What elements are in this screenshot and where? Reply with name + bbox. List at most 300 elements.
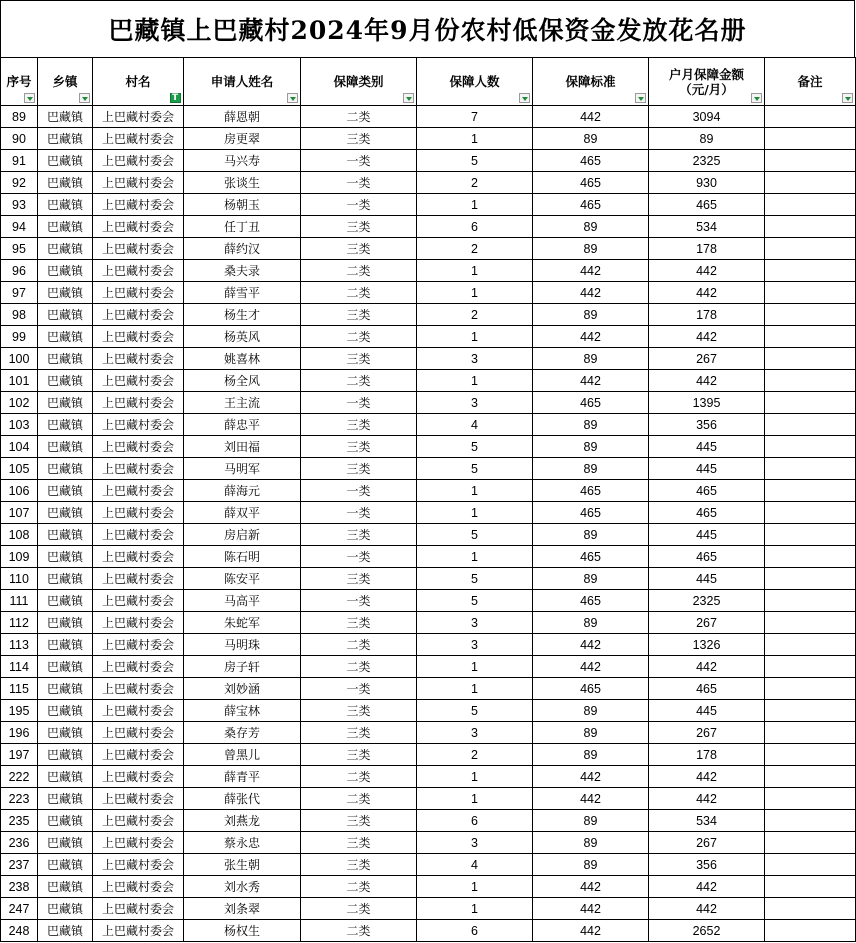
col-standard-cell[interactable]: 89 — [533, 436, 649, 458]
col-township-cell[interactable]: 巴藏镇 — [38, 854, 93, 876]
col-monthly-amount-cell[interactable]: 465 — [649, 546, 765, 568]
col-category-cell[interactable]: 二类 — [301, 370, 417, 392]
col-category-cell[interactable]: 二类 — [301, 876, 417, 898]
col-applicant-cell[interactable]: 杨生才 — [184, 304, 301, 326]
col-standard-cell[interactable]: 465 — [533, 172, 649, 194]
col-persons-cell[interactable]: 2 — [417, 744, 533, 766]
col-standard-cell[interactable]: 89 — [533, 568, 649, 590]
col-village-cell[interactable]: 上巴藏村委会 — [93, 502, 184, 524]
col-index-cell[interactable]: 114 — [1, 656, 38, 678]
col-index-cell[interactable]: 115 — [1, 678, 38, 700]
col-applicant-cell[interactable]: 薛恩朝 — [184, 106, 301, 128]
col-remarks-cell[interactable] — [765, 304, 856, 326]
col-persons-cell[interactable]: 5 — [417, 590, 533, 612]
col-township-cell[interactable]: 巴藏镇 — [38, 172, 93, 194]
col-monthly-amount-cell[interactable]: 445 — [649, 458, 765, 480]
col-remarks-cell[interactable] — [765, 326, 856, 348]
col-applicant-cell[interactable]: 张谈生 — [184, 172, 301, 194]
col-monthly-amount-cell[interactable]: 465 — [649, 480, 765, 502]
col-remarks-cell[interactable] — [765, 876, 856, 898]
col-index-cell[interactable]: 92 — [1, 172, 38, 194]
col-monthly-amount-cell[interactable]: 178 — [649, 304, 765, 326]
col-index-cell[interactable]: 112 — [1, 612, 38, 634]
col-township-cell[interactable]: 巴藏镇 — [38, 656, 93, 678]
col-category-cell[interactable]: 二类 — [301, 634, 417, 656]
col-remarks-cell[interactable] — [765, 172, 856, 194]
col-index-cell[interactable]: 97 — [1, 282, 38, 304]
col-category-cell[interactable]: 二类 — [301, 766, 417, 788]
col-index-cell[interactable]: 236 — [1, 832, 38, 854]
col-applicant-cell[interactable]: 陈石明 — [184, 546, 301, 568]
col-monthly-amount-cell[interactable]: 1326 — [649, 634, 765, 656]
col-remarks-cell[interactable] — [765, 832, 856, 854]
filter-dropdown-icon[interactable] — [519, 93, 530, 103]
col-applicant-cell[interactable]: 陈安平 — [184, 568, 301, 590]
col-remarks-cell[interactable] — [765, 788, 856, 810]
col-category-cell[interactable]: 三类 — [301, 436, 417, 458]
col-category-cell[interactable]: 三类 — [301, 304, 417, 326]
filter-dropdown-icon[interactable] — [403, 93, 414, 103]
col-category-cell[interactable]: 二类 — [301, 656, 417, 678]
col-index-cell[interactable]: 109 — [1, 546, 38, 568]
col-index-cell[interactable]: 104 — [1, 436, 38, 458]
col-remarks-cell[interactable] — [765, 282, 856, 304]
col-remarks-cell[interactable] — [765, 634, 856, 656]
col-index-cell[interactable]: 101 — [1, 370, 38, 392]
col-monthly-amount-cell[interactable]: 267 — [649, 348, 765, 370]
col-village-cell[interactable]: 上巴藏村委会 — [93, 106, 184, 128]
col-standard-cell[interactable]: 442 — [533, 634, 649, 656]
col-village-cell[interactable]: 上巴藏村委会 — [93, 590, 184, 612]
filter-dropdown-icon[interactable] — [24, 93, 35, 103]
col-village-cell[interactable]: 上巴藏村委会 — [93, 788, 184, 810]
col-persons-cell[interactable]: 1 — [417, 282, 533, 304]
col-applicant-cell[interactable]: 薛约汉 — [184, 238, 301, 260]
col-standard-cell[interactable]: 89 — [533, 744, 649, 766]
col-standard-cell[interactable]: 465 — [533, 502, 649, 524]
col-persons-cell[interactable]: 1 — [417, 788, 533, 810]
col-village-cell[interactable]: 上巴藏村委会 — [93, 854, 184, 876]
col-monthly-amount-cell[interactable]: 442 — [649, 766, 765, 788]
col-applicant-cell[interactable]: 任丁丑 — [184, 216, 301, 238]
col-persons-cell[interactable]: 3 — [417, 612, 533, 634]
col-applicant-cell[interactable]: 杨权生 — [184, 920, 301, 942]
col-category-cell[interactable]: 二类 — [301, 898, 417, 920]
col-township-cell[interactable]: 巴藏镇 — [38, 304, 93, 326]
col-remarks-cell[interactable] — [765, 612, 856, 634]
col-index-cell[interactable]: 235 — [1, 810, 38, 832]
col-township-cell[interactable]: 巴藏镇 — [38, 700, 93, 722]
col-standard-cell[interactable]: 442 — [533, 766, 649, 788]
col-category-cell[interactable]: 三类 — [301, 414, 417, 436]
col-village-cell[interactable]: 上巴藏村委会 — [93, 678, 184, 700]
col-index-cell[interactable]: 108 — [1, 524, 38, 546]
col-village-cell[interactable]: 上巴藏村委会 — [93, 700, 184, 722]
col-monthly-amount-cell[interactable]: 445 — [649, 436, 765, 458]
col-category-cell[interactable]: 一类 — [301, 194, 417, 216]
col-index-cell[interactable]: 96 — [1, 260, 38, 282]
col-township-cell[interactable]: 巴藏镇 — [38, 876, 93, 898]
col-index-cell[interactable]: 89 — [1, 106, 38, 128]
col-index-cell[interactable]: 106 — [1, 480, 38, 502]
col-category-cell[interactable]: 三类 — [301, 128, 417, 150]
col-monthly-amount-cell[interactable]: 442 — [649, 656, 765, 678]
col-persons-cell[interactable]: 2 — [417, 304, 533, 326]
filter-dropdown-icon[interactable] — [635, 93, 646, 103]
col-standard-cell[interactable]: 465 — [533, 546, 649, 568]
col-monthly-amount-cell[interactable]: 442 — [649, 898, 765, 920]
col-persons-cell[interactable]: 1 — [417, 502, 533, 524]
filter-dropdown-icon[interactable] — [842, 93, 853, 103]
col-category-cell[interactable]: 三类 — [301, 854, 417, 876]
col-category-cell[interactable]: 一类 — [301, 502, 417, 524]
col-township-cell[interactable]: 巴藏镇 — [38, 414, 93, 436]
col-standard-cell[interactable]: 465 — [533, 480, 649, 502]
col-village-cell[interactable]: 上巴藏村委会 — [93, 238, 184, 260]
col-monthly-amount-cell[interactable]: 442 — [649, 326, 765, 348]
col-standard-cell[interactable]: 89 — [533, 854, 649, 876]
col-index-cell[interactable]: 195 — [1, 700, 38, 722]
col-index-cell[interactable]: 102 — [1, 392, 38, 414]
col-standard-cell[interactable]: 89 — [533, 810, 649, 832]
col-category-cell[interactable]: 三类 — [301, 238, 417, 260]
col-township-cell[interactable]: 巴藏镇 — [38, 920, 93, 942]
col-remarks-cell[interactable] — [765, 700, 856, 722]
col-persons-cell[interactable]: 6 — [417, 216, 533, 238]
col-remarks-cell[interactable] — [765, 414, 856, 436]
col-village-cell[interactable]: 上巴藏村委会 — [93, 634, 184, 656]
col-index-cell[interactable]: 105 — [1, 458, 38, 480]
col-monthly-amount-cell[interactable]: 2325 — [649, 150, 765, 172]
col-applicant-cell[interactable]: 杨英风 — [184, 326, 301, 348]
col-standard-cell[interactable]: 465 — [533, 150, 649, 172]
col-township-cell[interactable]: 巴藏镇 — [38, 546, 93, 568]
col-persons-cell[interactable]: 7 — [417, 106, 533, 128]
col-village-cell[interactable]: 上巴藏村委会 — [93, 370, 184, 392]
col-category-cell[interactable]: 一类 — [301, 678, 417, 700]
col-standard-cell[interactable]: 442 — [533, 370, 649, 392]
col-remarks-cell[interactable] — [765, 568, 856, 590]
col-applicant-cell[interactable]: 桑夫录 — [184, 260, 301, 282]
col-index-cell[interactable]: 223 — [1, 788, 38, 810]
col-township-cell[interactable]: 巴藏镇 — [38, 898, 93, 920]
col-remarks-cell[interactable] — [765, 898, 856, 920]
col-township-cell[interactable]: 巴藏镇 — [38, 722, 93, 744]
col-applicant-cell[interactable]: 薛张代 — [184, 788, 301, 810]
col-standard-cell[interactable]: 89 — [533, 216, 649, 238]
col-remarks-cell[interactable] — [765, 480, 856, 502]
col-village-cell[interactable]: 上巴藏村委会 — [93, 128, 184, 150]
col-applicant-cell[interactable]: 杨朝玉 — [184, 194, 301, 216]
col-monthly-amount-cell[interactable]: 3094 — [649, 106, 765, 128]
col-standard-cell[interactable]: 442 — [533, 898, 649, 920]
col-persons-cell[interactable]: 4 — [417, 854, 533, 876]
col-remarks-cell[interactable] — [765, 810, 856, 832]
col-applicant-cell[interactable]: 马兴寿 — [184, 150, 301, 172]
col-persons-cell[interactable]: 2 — [417, 238, 533, 260]
col-standard-cell[interactable]: 465 — [533, 194, 649, 216]
col-standard-cell[interactable]: 442 — [533, 326, 649, 348]
col-monthly-amount-cell[interactable]: 465 — [649, 678, 765, 700]
col-monthly-amount-cell[interactable]: 442 — [649, 370, 765, 392]
col-standard-cell[interactable]: 89 — [533, 348, 649, 370]
col-township-cell[interactable]: 巴藏镇 — [38, 524, 93, 546]
col-village-cell[interactable]: 上巴藏村委会 — [93, 766, 184, 788]
col-category-cell[interactable]: 三类 — [301, 810, 417, 832]
col-remarks-cell[interactable] — [765, 150, 856, 172]
col-township-cell[interactable]: 巴藏镇 — [38, 678, 93, 700]
col-persons-cell[interactable]: 3 — [417, 392, 533, 414]
col-remarks-cell[interactable] — [765, 590, 856, 612]
col-standard-cell[interactable]: 465 — [533, 392, 649, 414]
col-applicant-cell[interactable]: 桑存芳 — [184, 722, 301, 744]
col-persons-cell[interactable]: 4 — [417, 414, 533, 436]
col-applicant-cell[interactable]: 薛青平 — [184, 766, 301, 788]
col-village-cell[interactable]: 上巴藏村委会 — [93, 656, 184, 678]
col-category-cell[interactable]: 二类 — [301, 788, 417, 810]
col-monthly-amount-cell[interactable]: 534 — [649, 810, 765, 832]
col-remarks-cell[interactable] — [765, 106, 856, 128]
col-village-cell[interactable]: 上巴藏村委会 — [93, 348, 184, 370]
col-monthly-amount-cell[interactable]: 356 — [649, 854, 765, 876]
col-category-cell[interactable]: 一类 — [301, 590, 417, 612]
col-applicant-cell[interactable]: 曾黑儿 — [184, 744, 301, 766]
col-persons-cell[interactable]: 6 — [417, 810, 533, 832]
col-village-cell[interactable]: 上巴藏村委会 — [93, 920, 184, 942]
col-persons-cell[interactable]: 6 — [417, 920, 533, 942]
col-standard-cell[interactable]: 465 — [533, 590, 649, 612]
col-township-cell[interactable]: 巴藏镇 — [38, 612, 93, 634]
col-category-cell[interactable]: 二类 — [301, 920, 417, 942]
col-township-cell[interactable]: 巴藏镇 — [38, 128, 93, 150]
col-township-cell[interactable]: 巴藏镇 — [38, 810, 93, 832]
col-village-cell[interactable]: 上巴藏村委会 — [93, 304, 184, 326]
col-remarks-cell[interactable] — [765, 128, 856, 150]
col-applicant-cell[interactable]: 马明军 — [184, 458, 301, 480]
col-applicant-cell[interactable]: 薛双平 — [184, 502, 301, 524]
col-index-cell[interactable]: 247 — [1, 898, 38, 920]
col-monthly-amount-cell[interactable]: 465 — [649, 502, 765, 524]
col-persons-cell[interactable]: 1 — [417, 766, 533, 788]
col-township-cell[interactable]: 巴藏镇 — [38, 370, 93, 392]
col-township-cell[interactable]: 巴藏镇 — [38, 326, 93, 348]
col-standard-cell[interactable]: 442 — [533, 282, 649, 304]
col-township-cell[interactable]: 巴藏镇 — [38, 634, 93, 656]
col-standard-cell[interactable]: 442 — [533, 876, 649, 898]
col-category-cell[interactable]: 二类 — [301, 282, 417, 304]
col-monthly-amount-cell[interactable]: 356 — [649, 414, 765, 436]
filter-dropdown-icon[interactable] — [287, 93, 298, 103]
col-township-cell[interactable]: 巴藏镇 — [38, 238, 93, 260]
col-persons-cell[interactable]: 1 — [417, 370, 533, 392]
col-persons-cell[interactable]: 2 — [417, 172, 533, 194]
col-persons-cell[interactable]: 5 — [417, 700, 533, 722]
col-persons-cell[interactable]: 1 — [417, 260, 533, 282]
col-monthly-amount-cell[interactable]: 178 — [649, 238, 765, 260]
col-applicant-cell[interactable]: 刘水秀 — [184, 876, 301, 898]
col-monthly-amount-cell[interactable]: 465 — [649, 194, 765, 216]
col-applicant-cell[interactable]: 姚喜林 — [184, 348, 301, 370]
col-applicant-cell[interactable]: 马高平 — [184, 590, 301, 612]
col-village-cell[interactable]: 上巴藏村委会 — [93, 436, 184, 458]
col-persons-cell[interactable]: 1 — [417, 876, 533, 898]
col-remarks-cell[interactable] — [765, 920, 856, 942]
col-index-cell[interactable]: 98 — [1, 304, 38, 326]
col-category-cell[interactable]: 一类 — [301, 172, 417, 194]
col-remarks-cell[interactable] — [765, 194, 856, 216]
col-category-cell[interactable]: 三类 — [301, 832, 417, 854]
col-township-cell[interactable]: 巴藏镇 — [38, 590, 93, 612]
col-standard-cell[interactable]: 89 — [533, 832, 649, 854]
col-village-cell[interactable]: 上巴藏村委会 — [93, 282, 184, 304]
col-township-cell[interactable]: 巴藏镇 — [38, 392, 93, 414]
col-monthly-amount-cell[interactable]: 445 — [649, 524, 765, 546]
col-category-cell[interactable]: 二类 — [301, 260, 417, 282]
col-standard-cell[interactable]: 89 — [533, 722, 649, 744]
col-monthly-amount-cell[interactable]: 2652 — [649, 920, 765, 942]
col-applicant-cell[interactable]: 杨全风 — [184, 370, 301, 392]
col-village-cell[interactable]: 上巴藏村委会 — [93, 392, 184, 414]
col-remarks-cell[interactable] — [765, 436, 856, 458]
col-persons-cell[interactable]: 3 — [417, 722, 533, 744]
filter-dropdown-icon[interactable] — [751, 93, 762, 103]
col-persons-cell[interactable]: 5 — [417, 458, 533, 480]
col-index-cell[interactable]: 113 — [1, 634, 38, 656]
col-applicant-cell[interactable]: 房子轩 — [184, 656, 301, 678]
col-village-cell[interactable]: 上巴藏村委会 — [93, 568, 184, 590]
col-applicant-cell[interactable]: 蔡永忠 — [184, 832, 301, 854]
col-index-cell[interactable]: 107 — [1, 502, 38, 524]
col-category-cell[interactable]: 二类 — [301, 106, 417, 128]
col-category-cell[interactable]: 三类 — [301, 722, 417, 744]
col-standard-cell[interactable]: 442 — [533, 788, 649, 810]
col-applicant-cell[interactable]: 刘条翠 — [184, 898, 301, 920]
col-township-cell[interactable]: 巴藏镇 — [38, 458, 93, 480]
col-standard-cell[interactable]: 89 — [533, 458, 649, 480]
col-monthly-amount-cell[interactable]: 442 — [649, 282, 765, 304]
col-standard-cell[interactable]: 89 — [533, 128, 649, 150]
col-village-cell[interactable]: 上巴藏村委会 — [93, 876, 184, 898]
col-index-cell[interactable]: 93 — [1, 194, 38, 216]
col-index-cell[interactable]: 110 — [1, 568, 38, 590]
col-standard-cell[interactable]: 89 — [533, 238, 649, 260]
col-township-cell[interactable]: 巴藏镇 — [38, 194, 93, 216]
col-category-cell[interactable]: 三类 — [301, 458, 417, 480]
col-category-cell[interactable]: 三类 — [301, 700, 417, 722]
col-remarks-cell[interactable] — [765, 678, 856, 700]
col-standard-cell[interactable]: 442 — [533, 106, 649, 128]
col-village-cell[interactable]: 上巴藏村委会 — [93, 898, 184, 920]
col-applicant-cell[interactable]: 王主流 — [184, 392, 301, 414]
col-applicant-cell[interactable]: 房启新 — [184, 524, 301, 546]
col-remarks-cell[interactable] — [765, 216, 856, 238]
col-village-cell[interactable]: 上巴藏村委会 — [93, 414, 184, 436]
col-index-cell[interactable]: 222 — [1, 766, 38, 788]
col-persons-cell[interactable]: 5 — [417, 436, 533, 458]
col-index-cell[interactable]: 99 — [1, 326, 38, 348]
col-village-cell[interactable]: 上巴藏村委会 — [93, 744, 184, 766]
col-applicant-cell[interactable]: 刘妙涵 — [184, 678, 301, 700]
col-persons-cell[interactable]: 1 — [417, 326, 533, 348]
col-township-cell[interactable]: 巴藏镇 — [38, 150, 93, 172]
filter-active-icon[interactable] — [170, 93, 181, 103]
col-category-cell[interactable]: 三类 — [301, 744, 417, 766]
col-monthly-amount-cell[interactable]: 267 — [649, 832, 765, 854]
col-remarks-cell[interactable] — [765, 238, 856, 260]
col-remarks-cell[interactable] — [765, 656, 856, 678]
col-applicant-cell[interactable]: 朱蛇军 — [184, 612, 301, 634]
col-township-cell[interactable]: 巴藏镇 — [38, 766, 93, 788]
col-category-cell[interactable]: 三类 — [301, 524, 417, 546]
col-index-cell[interactable]: 111 — [1, 590, 38, 612]
col-village-cell[interactable]: 上巴藏村委会 — [93, 832, 184, 854]
col-township-cell[interactable]: 巴藏镇 — [38, 436, 93, 458]
col-monthly-amount-cell[interactable]: 267 — [649, 612, 765, 634]
col-monthly-amount-cell[interactable]: 445 — [649, 700, 765, 722]
col-village-cell[interactable]: 上巴藏村委会 — [93, 612, 184, 634]
col-index-cell[interactable]: 248 — [1, 920, 38, 942]
col-monthly-amount-cell[interactable]: 442 — [649, 788, 765, 810]
col-remarks-cell[interactable] — [765, 546, 856, 568]
col-category-cell[interactable]: 一类 — [301, 150, 417, 172]
col-applicant-cell[interactable]: 刘田福 — [184, 436, 301, 458]
col-remarks-cell[interactable] — [765, 524, 856, 546]
col-township-cell[interactable]: 巴藏镇 — [38, 260, 93, 282]
col-index-cell[interactable]: 103 — [1, 414, 38, 436]
col-applicant-cell[interactable]: 薛忠平 — [184, 414, 301, 436]
col-index-cell[interactable]: 95 — [1, 238, 38, 260]
col-persons-cell[interactable]: 3 — [417, 634, 533, 656]
col-persons-cell[interactable]: 5 — [417, 524, 533, 546]
col-index-cell[interactable]: 90 — [1, 128, 38, 150]
col-standard-cell[interactable]: 89 — [533, 304, 649, 326]
col-monthly-amount-cell[interactable]: 178 — [649, 744, 765, 766]
col-township-cell[interactable]: 巴藏镇 — [38, 480, 93, 502]
col-category-cell[interactable]: 三类 — [301, 216, 417, 238]
col-persons-cell[interactable]: 3 — [417, 832, 533, 854]
col-category-cell[interactable]: 二类 — [301, 326, 417, 348]
col-standard-cell[interactable]: 89 — [533, 524, 649, 546]
col-persons-cell[interactable]: 1 — [417, 480, 533, 502]
col-standard-cell[interactable]: 442 — [533, 260, 649, 282]
col-village-cell[interactable]: 上巴藏村委会 — [93, 150, 184, 172]
col-applicant-cell[interactable]: 张生朝 — [184, 854, 301, 876]
col-standard-cell[interactable]: 442 — [533, 656, 649, 678]
col-monthly-amount-cell[interactable]: 442 — [649, 260, 765, 282]
col-persons-cell[interactable]: 5 — [417, 150, 533, 172]
col-standard-cell[interactable]: 442 — [533, 920, 649, 942]
col-category-cell[interactable]: 三类 — [301, 612, 417, 634]
col-standard-cell[interactable]: 465 — [533, 678, 649, 700]
col-remarks-cell[interactable] — [765, 260, 856, 282]
col-township-cell[interactable]: 巴藏镇 — [38, 502, 93, 524]
col-index-cell[interactable]: 197 — [1, 744, 38, 766]
col-category-cell[interactable]: 一类 — [301, 392, 417, 414]
col-remarks-cell[interactable] — [765, 854, 856, 876]
col-monthly-amount-cell[interactable]: 930 — [649, 172, 765, 194]
col-standard-cell[interactable]: 89 — [533, 414, 649, 436]
col-category-cell[interactable]: 三类 — [301, 568, 417, 590]
col-persons-cell[interactable]: 1 — [417, 678, 533, 700]
col-township-cell[interactable]: 巴藏镇 — [38, 788, 93, 810]
col-village-cell[interactable]: 上巴藏村委会 — [93, 480, 184, 502]
col-remarks-cell[interactable] — [765, 744, 856, 766]
col-persons-cell[interactable]: 1 — [417, 656, 533, 678]
col-applicant-cell[interactable]: 薛海元 — [184, 480, 301, 502]
col-village-cell[interactable]: 上巴藏村委会 — [93, 172, 184, 194]
col-remarks-cell[interactable] — [765, 766, 856, 788]
col-township-cell[interactable]: 巴藏镇 — [38, 106, 93, 128]
